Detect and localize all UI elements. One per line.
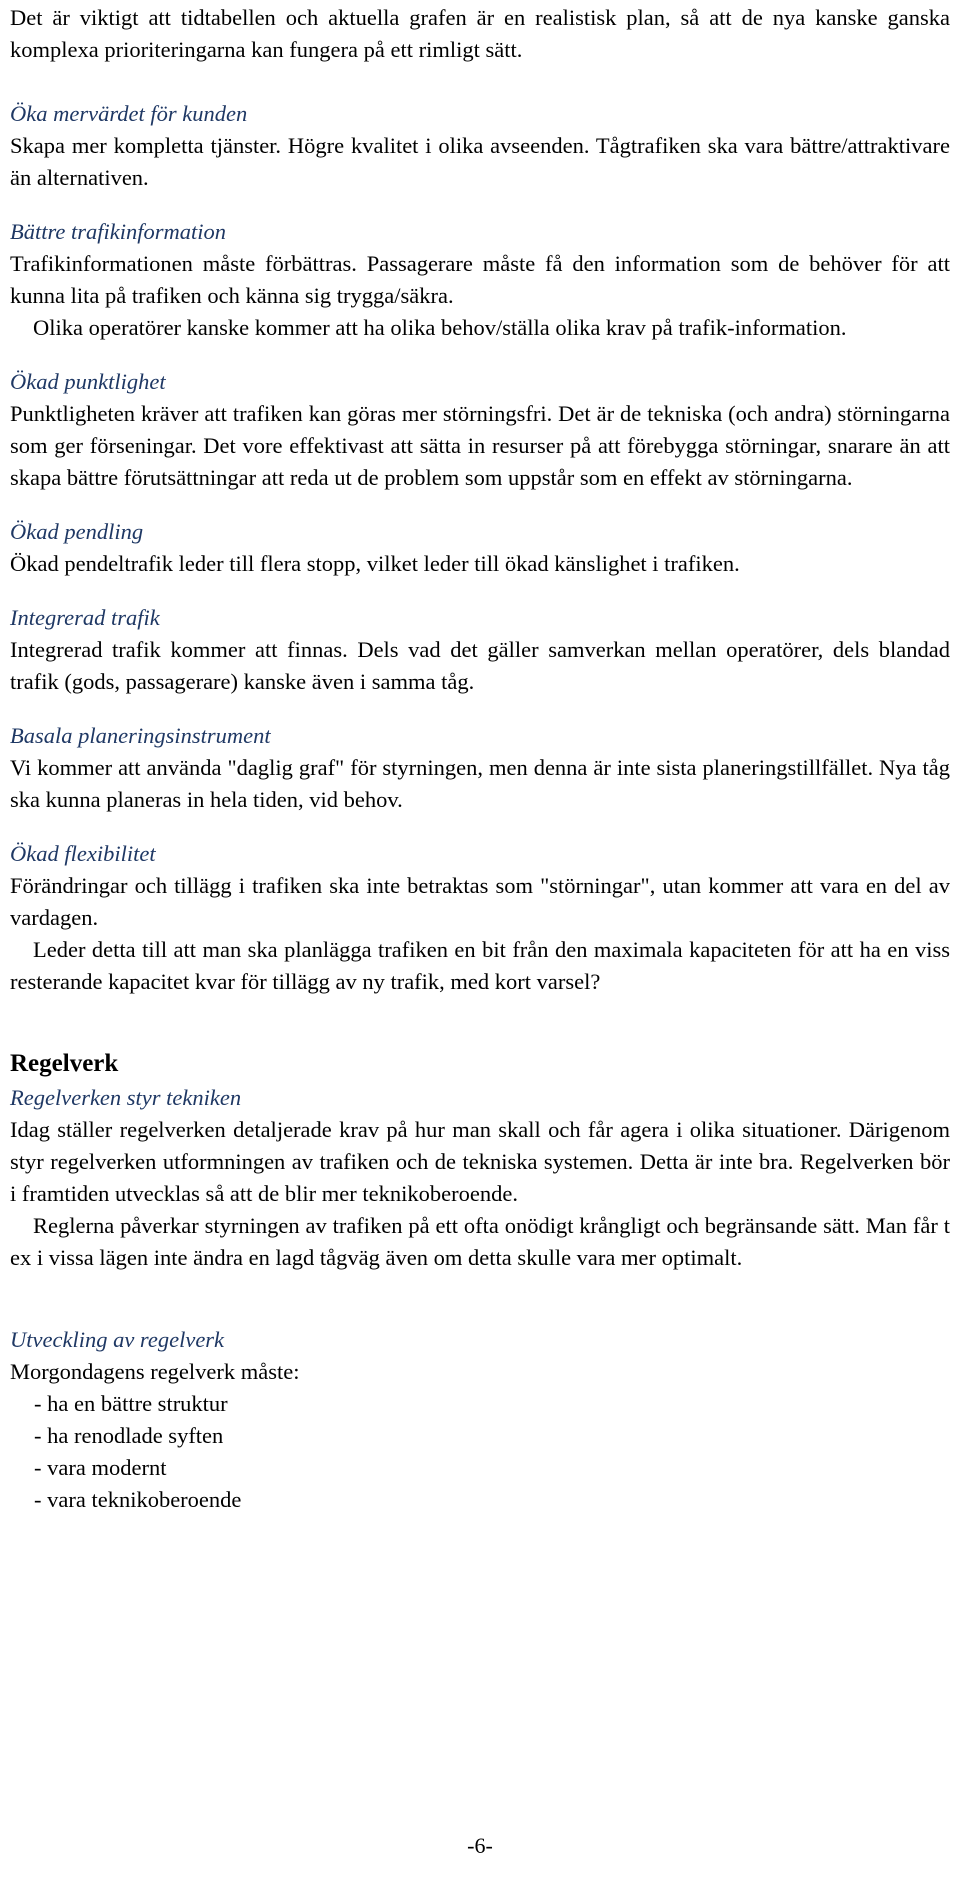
page-content — [10, 0, 950, 1516]
section-paragraph: Integrerad trafik kommer att finnas. Dels vad det gäller samverkan mellan operatörer, dels blandad trafik (gods, passagerare) kanske även i samma tåg. — [10, 637, 950, 694]
section-paragraph: Ökad pendeltrafik leder till flera stopp, vilket leder till ökad känslighet i trafiken. — [10, 551, 740, 576]
section-paragraph: Förändringar och tillägg i trafiken ska inte betraktas som "störningar", utan kommer att vara en del av vardagen. — [10, 873, 950, 930]
section-heading: Öka mervärdet för kunden — [10, 101, 248, 126]
section-heading: Basala planeringsinstrument — [10, 723, 271, 748]
section-paragraph: Olika operatörer kanske kommer att ha olika behov/ställa olika krav på trafik-information. — [33, 315, 847, 340]
section-heading: Ökad flexibilitet — [10, 841, 156, 866]
section-heading: Regelverken styr tekniken — [10, 1085, 242, 1110]
list-intro: Morgondagens regelverk måste: — [10, 1359, 300, 1384]
intro-paragraph: Det är viktigt att tidtabellen och aktuella grafen är en realistisk plan, så att de nya kanske ganska komplexa prioriteringarna kan fungera på ett rimligt sätt. — [10, 5, 950, 62]
section-paragraph: Trafikinformationen måste förbättras. Passagerare måste få den information som de behöver för att kunna lita på trafiken och känna sig trygga/säkra. — [10, 251, 950, 308]
list-item: - vara modernt — [34, 1455, 167, 1480]
section-paragraph: Leder detta till att man ska planlägga trafiken en bit från den maximala kapaciteten för att ha en viss resterande kapacitet kvar för tillägg av ny trafik, med kort varsel? — [10, 937, 950, 994]
page-number: -6- — [467, 1833, 493, 1858]
section-paragraph: Reglerna påverkar styrningen av trafiken på ett ofta onödigt krångligt och begränsande sätt. Man får t ex i vissa lägen inte ändra en lagd tågväg även om detta skulle vara mer optimalt. — [10, 1213, 950, 1270]
section-heading: Ökad pendling — [10, 519, 144, 544]
section-paragraph: Skapa mer kompletta tjänster. Högre kvalitet i olika avseenden. Tågtrafiken ska vara bättre/attraktivare än alternativen. — [10, 133, 950, 190]
section-title-regelverk: Regelverk — [10, 1050, 119, 1077]
section-paragraph: Vi kommer att använda "daglig graf" för styrningen, men denna är inte sista planeringstillfället. Nya tåg ska kunna planeras in hela tiden, vid behov. — [10, 755, 950, 812]
section-heading: Utveckling av regelverk — [10, 1327, 225, 1352]
section-heading: Integrerad trafik — [10, 605, 160, 630]
section-heading: Ökad punktlighet — [10, 369, 166, 394]
section-heading: Bättre trafikinformation — [10, 219, 227, 244]
section-paragraph: Idag ställer regelverken detaljerade krav på hur man skall och får agera i olika situationer. Därigenom styr regelverken utformningen av trafiken och de tekniska systemen. Detta är inte bra. Regelverken bör i framtiden utvecklas så att de blir mer teknikoberoende. — [10, 1117, 950, 1206]
list-item: - ha renodlade syften — [34, 1423, 224, 1448]
section-paragraph: Punktligheten kräver att trafiken kan göras mer störningsfri. Det är de tekniska (och andra) störningarna som ger förseningar. Det vore effektivast att sätta in resurser på att förebygga störningar, snarare än att skapa bättre förutsättningar att reda ut de problem som uppstår som en effekt av störningarna. — [10, 401, 950, 490]
list-item: - ha en bättre struktur — [34, 1391, 228, 1416]
list-item: - vara teknikoberoende — [34, 1487, 242, 1512]
